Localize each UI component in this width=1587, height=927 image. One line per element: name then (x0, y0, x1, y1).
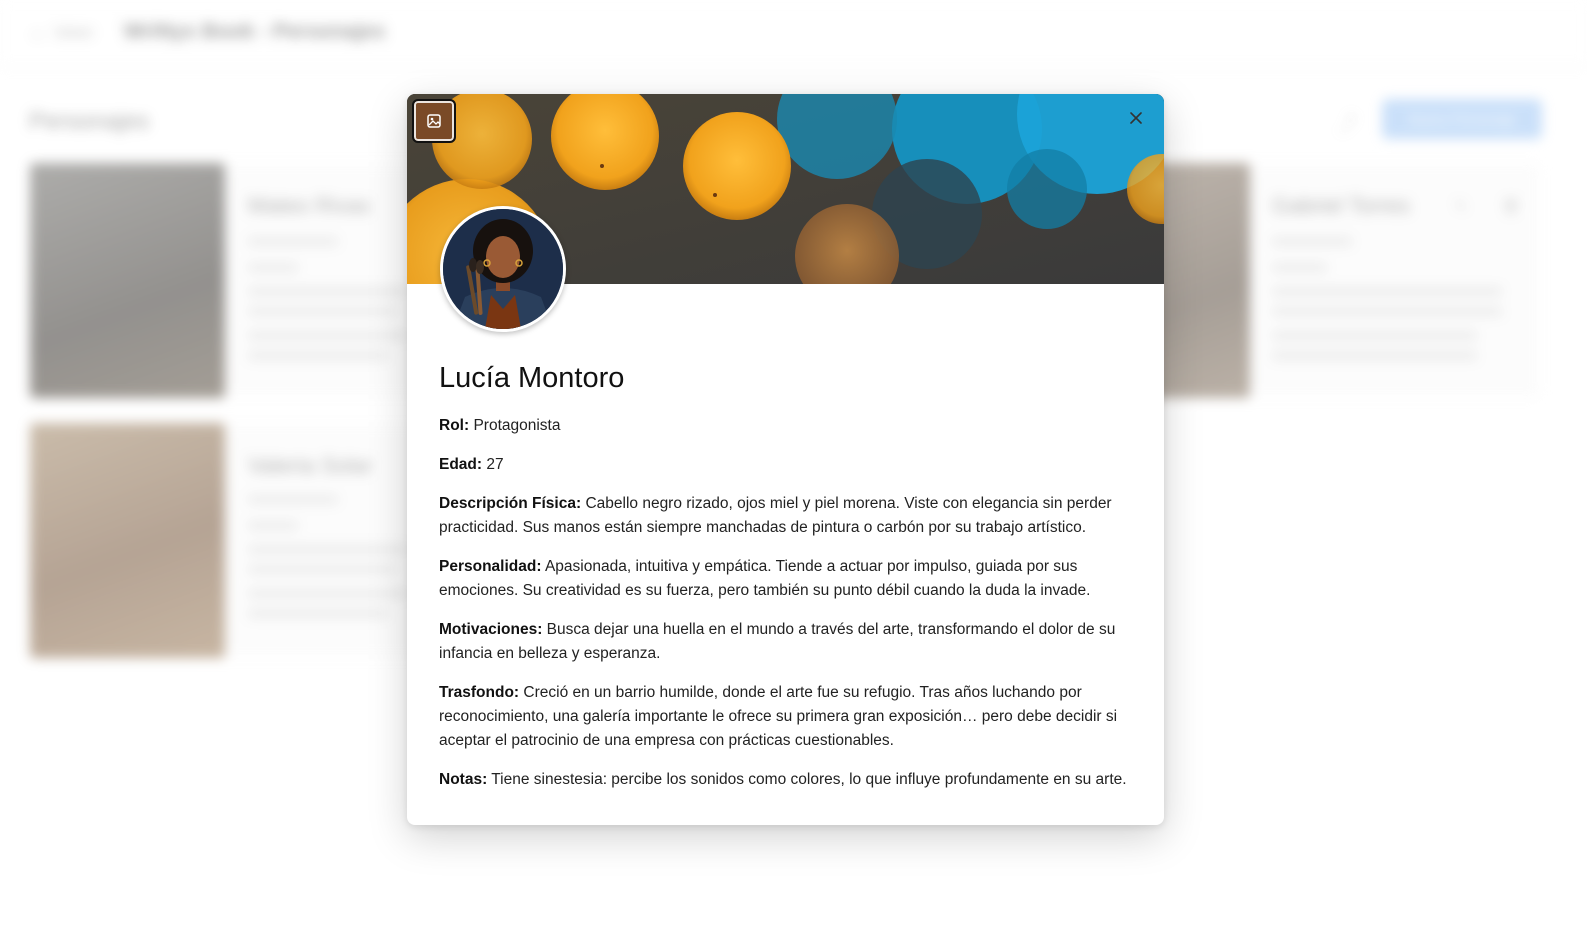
detail-label: Personalidad: (439, 558, 542, 575)
character-card[interactable] (30, 163, 460, 398)
character-card[interactable] (1100, 163, 1540, 398)
character-name: Valeria Solar (248, 453, 373, 478)
placeholder-line (1272, 351, 1477, 360)
detail-motivaciones (439, 618, 1139, 666)
detail-label: Rol: (439, 417, 470, 434)
character-name: Lucía Montoro (439, 362, 625, 394)
placeholder-line (1272, 331, 1477, 340)
placeholder-line (248, 287, 408, 296)
app-title: WriNyx Book - Personajes (124, 20, 386, 43)
detail-value: 27 (486, 456, 504, 473)
placeholder-line (248, 495, 338, 504)
placeholder-line (248, 545, 408, 554)
detail-edad (439, 453, 1139, 477)
detail-rol (439, 414, 1139, 438)
placeholder-line (1272, 307, 1502, 316)
detail-value: Tiene sinestesia: percibe los sonidos como colores, lo que influye profundamente en su arte. (491, 771, 1127, 788)
edit-icon[interactable]: ✎ (1455, 198, 1467, 214)
avatar (440, 206, 566, 332)
detail-label: Descripción Física: (439, 495, 582, 512)
section-title: Personajes (29, 108, 150, 135)
placeholder-line (248, 237, 338, 246)
top-bar (0, 0, 1587, 66)
arrow-left-icon[interactable]: ← (30, 22, 48, 42)
image-icon (426, 113, 442, 129)
detail-label: Notas: (439, 771, 488, 788)
placeholder-line (1272, 287, 1502, 296)
placeholder-line (248, 609, 388, 618)
close-button[interactable] (1124, 106, 1148, 130)
placeholder-line (248, 521, 298, 530)
detail-value: Creció en un barrio humilde, donde el arte fue su refugio. Tras años luchando por reconocimiento, una galería importante le ofrece su primera gran exposición… pero debe decidir si aceptar el patrocinio de una empresa con prácticas cuestionables. (439, 684, 1118, 749)
placeholder-line (1272, 263, 1327, 272)
share-icon[interactable]: ⤴ (1338, 114, 1356, 134)
placeholder-line (248, 565, 398, 574)
character-card[interactable] (30, 423, 460, 658)
detail-label: Trasfondo: (439, 684, 520, 701)
new-character-button[interactable]: Nuevo Personaje (1382, 99, 1542, 139)
character-name: Mateo Rivas (248, 193, 371, 218)
back-link[interactable]: Volver (54, 24, 93, 40)
detail-label: Edad: (439, 456, 483, 473)
close-icon (1130, 112, 1142, 124)
detail-value: Busca dejar una huella en el mundo a través del arte, transformando el dolor de su infancia en belleza y esperanza. (439, 621, 1116, 662)
detail-trasfondo (439, 681, 1139, 753)
detail-notas (439, 768, 1139, 792)
detail-value: Apasionada, intuitiva y empática. Tiende a actuar por impulso, guiada por sus emociones. Su creatividad es su fuerza, pero también su punto débil cuando la duda la invade. (439, 558, 1091, 599)
placeholder-line (248, 331, 408, 340)
placeholder-line (1272, 237, 1352, 246)
character-photo (30, 163, 225, 398)
character-detail-modal (407, 94, 1164, 825)
detail-personalidad (439, 555, 1139, 603)
detail-value: Protagonista (473, 417, 561, 434)
detail-descripcion-fisica (439, 492, 1139, 540)
detail-label: Motivaciones: (439, 621, 543, 638)
detail-value: Cabello negro rizado, ojos miel y piel morena. Viste con elegancia sin perder practicidad. Sus manos están siempre manchadas de pintura o carbón por su trabajo artístico. (439, 495, 1112, 536)
character-photo (30, 423, 225, 658)
change-banner-button[interactable] (412, 99, 456, 143)
delete-icon[interactable]: 🗑 (1502, 198, 1520, 214)
placeholder-line (248, 263, 298, 272)
character-details (439, 414, 1139, 807)
placeholder-line (248, 307, 398, 316)
character-name: Gabriel Torres (1272, 193, 1410, 218)
placeholder-line (248, 589, 408, 598)
placeholder-line (248, 351, 388, 360)
